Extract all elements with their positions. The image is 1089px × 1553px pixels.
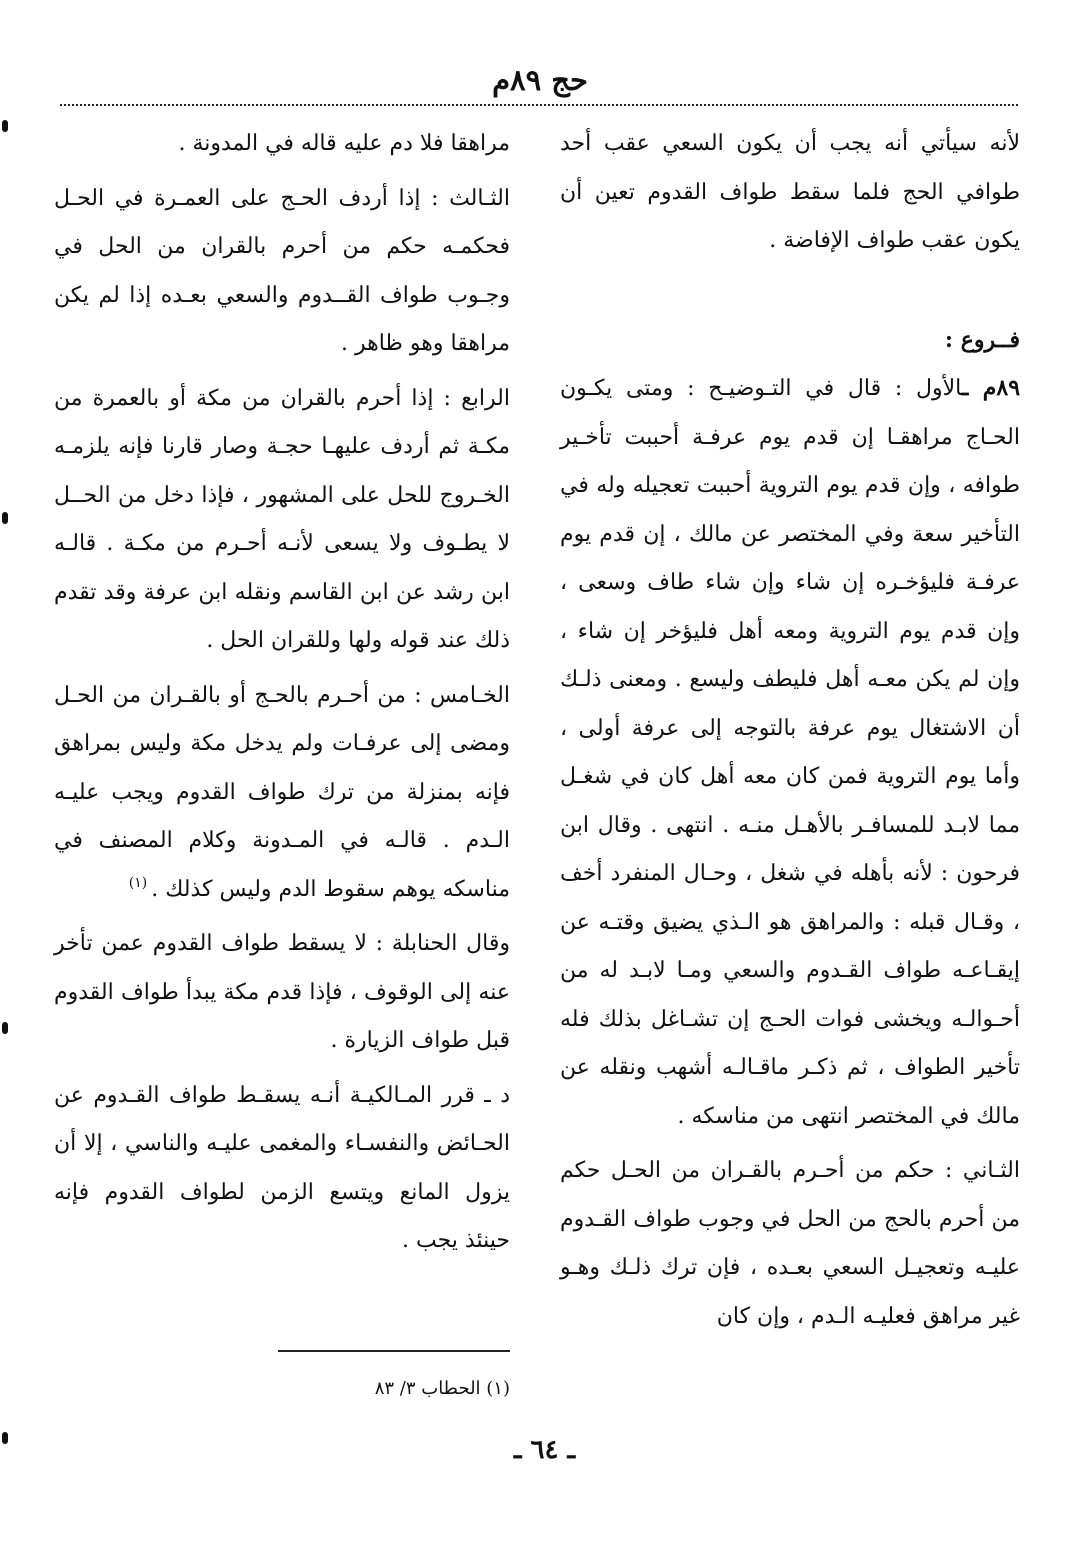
right-paragraph-2 <box>560 364 1020 1141</box>
left-paragraph-1: مراهقا فلا دم عليه قاله في المدونة . <box>178 131 510 156</box>
header-dotted-rule <box>60 104 1018 106</box>
scan-mark <box>2 1022 8 1034</box>
section-heading-furu: فــروع : <box>944 326 1020 353</box>
right-paragraph-1: لأنه سيأتي أنه يجب أن يكون السعي عقب أحد طوافي الحج فلما سقط طواف القدوم تعين أن يكون عقب طواف الإفاضة . <box>560 131 1020 253</box>
left-paragraph-5: وقال الحنابلة : لا يسقط طواف القدوم عمن تأخر عنه إلى الوقوف ، فإذا قدم مكة يبدأ طواف القدوم قبل طواف الزيارة . <box>54 931 510 1053</box>
paragraph-number: ٨٩م ـ <box>961 375 1021 401</box>
page-number: ـ ٦٤ ـ <box>513 1435 576 1465</box>
left-column <box>54 120 510 1272</box>
right-paragraph-2-text: الأول : قال في التـوضيـح : ومتى يكـون الحـاج مراهقـا إن قدم يوم عرفـة أحببت تأخـير طوافه ، وإن قدم يوم التروية أحببت تعجيله وله في التأخير سعة وفي المختصر عن مالك ، إن قدم يوم عرفـة فليؤخـره إن شاء وإن شاء طاف وسعى ، وإن قدم يوم التروية ومعه أهل فليؤخر إن شاء ، وإن لم يكن معـه أهل فليطف وليسع . ومعنى ذلـك أن الاشتغال يوم عرفة بالتوجه إلى عرفة أولى ، وأما يوم التروية فمن كان معه أهل كان في شغـل مما لابـد للمسافـر بالأهـل منـه . انتهى . وقال ابن فرحون : لأنه بأهله في شغل ، وحـال المنفرد أخف ، وقـال قبله : والمراهق هو الـذي يضيق وقتـه عن إيقـاعـه طواف القـدوم والسعي ومـا لابـد له من أحـوالـه ويخشى فوات الحـج إن تشـاغل بذلك فله تأخير الطواف ، ثم ذكـر ماقـالـه أشهب ونقله عن مالك في المختصر انتهى من مناسكه . <box>560 376 1020 1129</box>
left-paragraph-6: د ـ قرر المـالكيـة أنـه يسقـط طواف القـدوم عن الحـائض والنفسـاء والمغمى عليـه والناسي ، إلا أن يزول المانع ويتسع الزمن لطواف القدوم فإنه حينئذ يجب . <box>54 1082 510 1253</box>
page-header <box>60 58 1020 102</box>
scan-mark <box>2 120 8 132</box>
scan-mark <box>2 1432 8 1444</box>
header-title: حج ٨٩م <box>492 63 588 97</box>
footnote-rule <box>278 1350 510 1352</box>
right-column <box>560 120 1020 1347</box>
scan-mark <box>2 512 8 524</box>
footnote-reference: (١) <box>128 875 148 892</box>
left-paragraph-4-text: الخـامس : من أحـرم بالحـج أو بالقـران من الحـل ومضى إلى عرفـات ولم يدخل مكة وليس بمراهق فإنه بمنزلة من ترك طواف القدوم ويجب عليـه الـدم . قالـه في المـدونة وكلام المصنف في مناسكه يوهم سقوط الدم وليس كذلك . <box>54 682 510 902</box>
footnote: (١) الحطاب ٣/ ٨٣ <box>374 1378 510 1399</box>
left-paragraph-2: الثـالث : إذا أردف الحـج على العمـرة في الحـل فحكمـه حكم من أحرم بالقران من الحل في وجـوب طواف القــدوم والسعي بعـده إذا لم يكن مراهقا وهو ظاهر . <box>54 185 510 356</box>
right-paragraph-3: الثـاني : حكم من أحـرم بالقـران من الحـل حكم من أحرم بالحج من الحل في وجوب طواف القـدوم عليـه وتعجيـل السعي بعـده ، فإن ترك ذلـك وهـو غير مراهق فعليـه الـدم ، وإن كان <box>560 1158 1020 1329</box>
left-paragraph-4 <box>54 672 510 915</box>
left-paragraph-3: الرابع : إذا أحرم بالقران من مكة أو بالعمرة من مكـة ثم أردف عليهـا حجـة وصار قارنا فإنه يلزمـه الخـروج للحل على المشهور ، فإذا دخل من الحــل لا يطـوف ولا يسعى لأنـه أحـرم من مكـة . قالـه ابن رشد عن ابن القاسم ونقله ابن عرفة وقد تقدم ذلك عند قوله ولها وللقران الحل . <box>54 385 510 653</box>
